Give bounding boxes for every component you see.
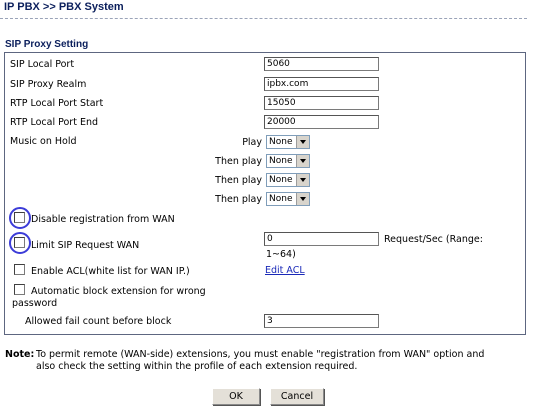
chevron-down-icon[interactable]: [296, 155, 309, 167]
note-line-1: To permit remote (WAN-side) extensions, you must enable "registration from WAN" option and: [36, 349, 485, 360]
note-line-2: also check the setting within the profile of each extension required.: [36, 361, 358, 372]
title-divider: [0, 18, 527, 19]
music-select-1-value: None: [269, 137, 293, 147]
ok-button[interactable]: OK: [212, 388, 260, 405]
section-title: SIP Proxy Setting: [5, 39, 89, 50]
disable-registration-checkbox[interactable]: [14, 212, 25, 223]
auto-block-label-cont: password: [12, 298, 58, 309]
play-label-3: Then play: [215, 175, 262, 186]
limit-sip-range: 1~64): [266, 249, 296, 260]
rtp-port-start-label: RTP Local Port Start: [10, 98, 104, 109]
chevron-down-icon[interactable]: [296, 174, 309, 186]
sip-local-port-label: SIP Local Port: [10, 59, 75, 70]
music-select-2-value: None: [269, 156, 293, 166]
rtp-port-start-input[interactable]: 15050: [264, 96, 379, 110]
rtp-port-end-label: RTP Local Port End: [10, 117, 99, 128]
fail-count-label: Allowed fail count before block: [25, 316, 172, 327]
edit-acl-link[interactable]: Edit ACL: [265, 265, 305, 276]
play-label-4: Then play: [215, 194, 262, 205]
rtp-port-end-input[interactable]: 20000: [264, 115, 379, 129]
disable-registration-label: Disable registration from WAN: [31, 214, 175, 225]
music-select-3-value: None: [269, 175, 293, 185]
cancel-button[interactable]: Cancel: [270, 388, 324, 405]
limit-sip-label: Limit SIP Request WAN: [31, 240, 140, 251]
enable-acl-label: Enable ACL(white list for WAN IP.): [31, 266, 190, 277]
play-label-2: Then play: [215, 156, 262, 167]
music-on-hold-label: Music on Hold: [10, 136, 77, 147]
limit-sip-checkbox[interactable]: [14, 237, 25, 248]
enable-acl-checkbox[interactable]: [14, 264, 25, 275]
sip-proxy-realm-label: SIP Proxy Realm: [10, 79, 87, 90]
chevron-down-icon[interactable]: [296, 193, 309, 205]
music-select-1[interactable]: [266, 135, 310, 149]
music-select-4-value: None: [269, 194, 293, 204]
chevron-down-icon[interactable]: [296, 136, 309, 148]
limit-sip-input[interactable]: 0: [264, 232, 379, 246]
music-select-4[interactable]: [266, 192, 310, 206]
fail-count-input[interactable]: 3: [264, 314, 379, 328]
note-prefix: Note:: [5, 349, 35, 360]
sip-local-port-input[interactable]: 5060: [264, 57, 379, 71]
music-select-2[interactable]: [266, 154, 310, 168]
sip-proxy-realm-input[interactable]: ipbx.com: [264, 77, 379, 91]
limit-sip-unit: Request/Sec (Range:: [384, 234, 483, 245]
play-label-1: Play: [242, 137, 262, 148]
auto-block-label: Automatic block extension for wrong: [31, 286, 206, 297]
page-title: IP PBX >> PBX System: [4, 1, 124, 13]
auto-block-checkbox[interactable]: [14, 284, 25, 295]
music-select-3[interactable]: [266, 173, 310, 187]
